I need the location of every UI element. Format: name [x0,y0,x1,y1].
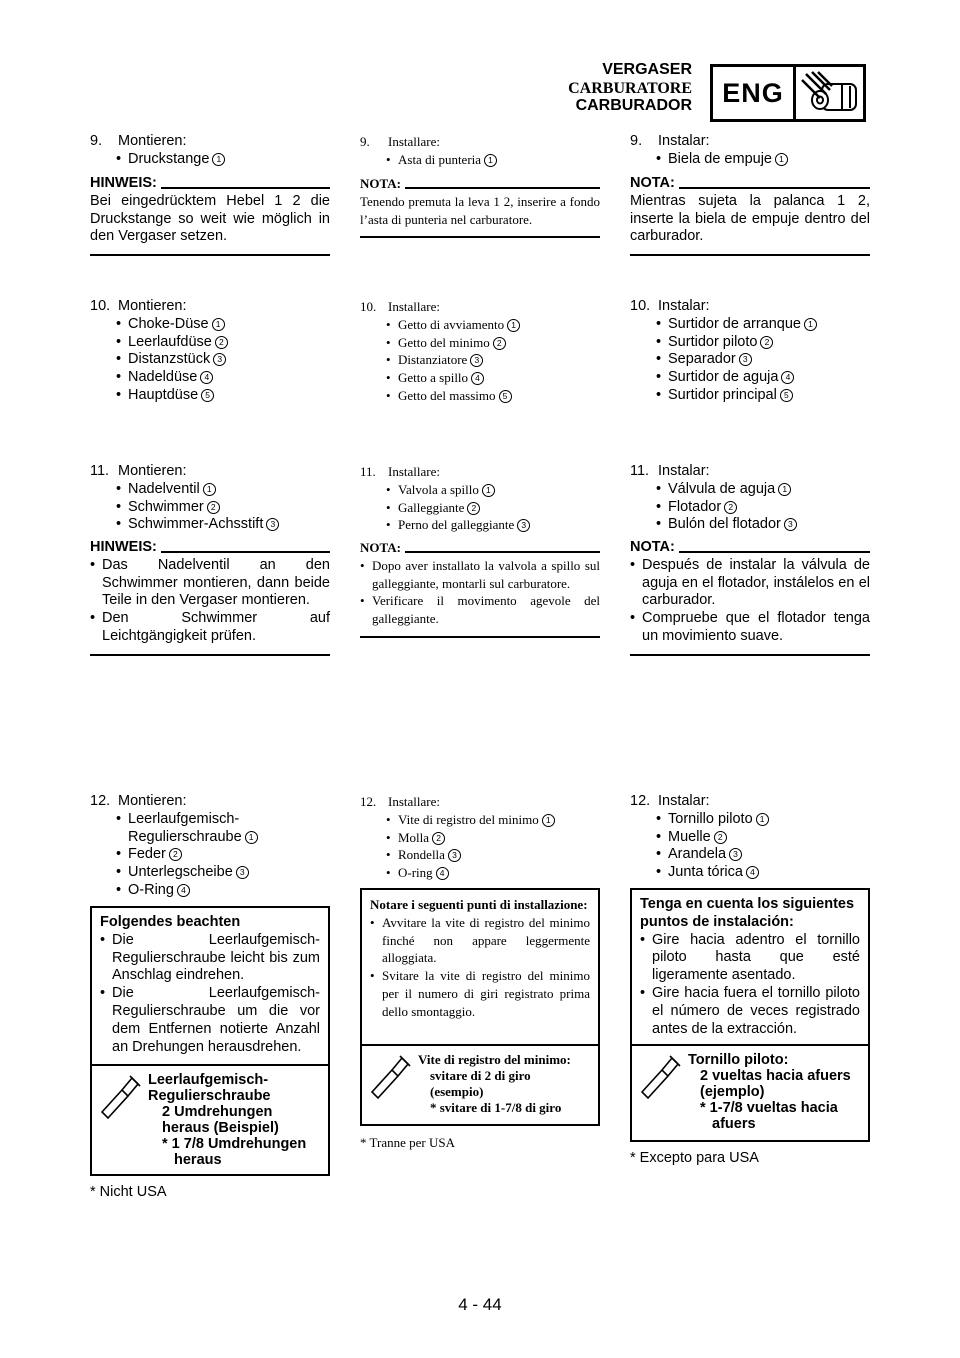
note-item: • Compruebe que el flotador tenga un movimiento suave. [630,610,870,646]
spec-label: Leerlaufgemisch- [148,1072,269,1088]
note-text: Bei eingedrücktem Hebel 1 2 die Druckstange so weit wie möglich in den Vergaser setzen. [90,192,330,245]
list-item: • Surtidor piloto 2 [630,334,870,352]
list-item: • Nadeldüse 4 [90,369,330,387]
note-block [90,539,330,656]
list-item: • Getto del massimo 5 [360,387,600,405]
note-item: • Verificare il movimento agevole del galleggiante. [360,592,600,628]
list-item: • Perno del galleggiante 3 [360,516,600,534]
box-item: • Gire hacia adentro el tornillo piloto hasta que esté ligeramente asentado. [640,932,860,985]
note-block [90,175,330,256]
note-block [360,539,600,638]
list-item: • Asta di punteria 1 [360,151,600,169]
list-item: • Schwimmer 2 [90,499,330,517]
list-item: • Flotador 2 [630,499,870,517]
spec-label: Vite di registro del minimo: [418,1052,571,1067]
note-heading: NOTA: [360,540,401,555]
step-number: 9. [90,133,103,149]
note-text: Tenendo premuta la leva 1 2, inserire a fondo l’asta di punteria nel carburatore. [360,193,600,227]
instruction-box [360,888,600,1126]
step-11: 11. Montieren: • Nadelventil 1 • Schwimmer 2 • Schwimmer-Achsstift 3 [90,463,330,534]
header-title-es: CARBURADOR [575,97,692,114]
list-item: • Válvula de aguja 1 [630,481,870,499]
list-item: • Rondella 3 [360,846,600,864]
box-item: • Svitare la vite di registro del minimo per il numero di giri registrato prima dello smontaggio. [370,967,590,1020]
note-heading: NOTA: [360,176,401,191]
list-item: • O-ring 4 [360,864,600,882]
step-10: 10. Instalar: • Surtidor de arranque 1 • Surtidor piloto 2 • Separador 3 • Surtidor de aguja 4 • Surtidor principal 5 [630,298,870,405]
screwdriver-icon [96,1072,148,1166]
note-block [630,539,870,656]
note-block [630,175,870,256]
instruction-box [630,888,870,1142]
footnote: * Nicht USA [90,1184,167,1200]
note-heading: HINWEIS: [90,539,157,555]
list-item: • Distanzstück 3 [90,351,330,369]
screwdriver-icon [636,1052,688,1132]
step-10: 10. Installare: • Getto di avviamento 1 • Getto del minimo 2 • Distanziatore 3 • Getto a spillo 4 • Getto del massimo 5 [360,298,600,405]
list-item: • Distanziatore 3 [360,351,600,369]
list-item: • Druckstange 1 [90,151,330,169]
header-title-it: CARBURATORE [568,80,692,97]
list-item: • O-Ring 4 [90,882,330,900]
step-11: 11. Installare: • Valvola a spillo 1 • Galleggiante 2 • Perno del galleggiante 3 [360,463,600,534]
step-11: 11. Instalar: • Válvula de aguja 1 • Flotador 2 • Bulón del flotador 3 [630,463,870,534]
list-item: • Vite di registro del minimo 1 [360,811,600,829]
note-block [360,175,600,238]
footnote: * Tranne per USA [360,1135,455,1150]
list-item: • Hauptdüse 5 [90,387,330,405]
instruction-box [90,906,330,1176]
list-item: • Separador 3 [630,351,870,369]
step-10: 10. Montieren: • Choke-Düse 1 • Leerlaufdüse 2 • Distanzstück 3 • Nadeldüse 4 • Hauptdüse 5 [90,298,330,405]
list-item: • Getto a spillo 4 [360,369,600,387]
header-title-de: VERGASER [602,61,692,78]
step-12: 12. Instalar: • Tornillo piloto 1 • Muelle 2 • Arandela 3 • Junta tórica 4 [630,793,870,882]
spec-value: * 1-7/8 vueltas hacia [700,1100,838,1116]
step-9 [90,133,330,169]
list-item: • Getto del minimo 2 [360,334,600,352]
list-item: • Feder 2 [90,846,330,864]
screwdriver-icon [366,1052,418,1116]
spec-value: 2 Umdrehungen [162,1104,273,1120]
list-item: • Biela de empuje 1 [630,151,870,169]
list-item: • Tornillo piloto 1 [630,811,870,829]
box-item: • Avvitare la vite di registro del minimo finché non appare leggermente alloggiata. [370,914,590,967]
box-item: • Die Leerlaufgemisch-Regulierschraube leicht bis zum Anschlag eindrehen. [100,932,320,985]
page-number: 4 - 44 [458,1295,502,1314]
spec-value: * 1 7/8 Umdrehungen [162,1136,307,1152]
step-12: 12. Installare: • Vite di registro del minimo 1 • Molla 2 • Rondella 3 • O-ring 4 [360,793,600,882]
step-12: 12. Montieren: • Leerlaufgemisch-Regulierschraube 1 • Feder 2 • Unterlegscheibe 3 • O-Ring 4 [90,793,330,900]
note-item: • Das Nadelventil an den Schwimmer montieren, dann beide Teile in den Vergaser montieren. [90,557,330,610]
list-item: • Muelle 2 [630,829,870,847]
note-heading: NOTA: [630,175,675,191]
step-title: Montieren: [118,133,187,149]
box-heading: Tenga en cuenta los siguientes puntos de instalación: [640,896,855,930]
carburetor-icon [796,67,863,119]
list-item: • Surtidor principal 5 [630,387,870,405]
list-item: • Surtidor de arranque 1 [630,316,870,334]
spec-value: (esempio) [430,1084,484,1099]
spec-value: * svitare di 1-7/8 di giro [430,1100,562,1115]
list-item: • Getto di avviamento 1 [360,316,600,334]
list-item: • Bulón del flotador 3 [630,516,870,534]
step-9: 9. Installare: • Asta di punteria 1 [360,133,600,169]
note-item: • Después de instalar la válvula de aguja en el flotador, instálelos en el carburador. [630,557,870,610]
note-heading: HINWEIS: [90,175,157,191]
list-item: • Leerlaufgemisch-Regulierschraube 1 [90,811,330,847]
list-item: • Schwimmer-Achsstift 3 [90,516,330,534]
spec-value: 2 vueltas hacia afuers [700,1068,851,1084]
box-item: • Gire hacia fuera el tornillo piloto el número de veces registrado antes de la extracción. [640,985,860,1038]
note-text: Mientras sujeta la palanca 1 2, inserte la biela de empuje dentro del carburador. [630,192,870,245]
box-heading: Folgendes beachten [100,914,241,930]
note-heading: NOTA: [630,539,675,555]
list-item: • Choke-Düse 1 [90,316,330,334]
list-item: • Unterlegscheibe 3 [90,864,330,882]
spec-value: (ejemplo) [700,1084,765,1100]
section-badge-label: ENG [713,67,796,119]
list-item: • Nadelventil 1 [90,481,330,499]
note-item: • Dopo aver installato la valvola a spillo sul galleggiante, montarli sul carburatore. [360,557,600,593]
footnote: * Excepto para USA [630,1150,759,1166]
list-item: • Galleggiante 2 [360,499,600,517]
spec-value: afuers [712,1116,756,1132]
spec-value: svitare di 2 di giro [430,1068,531,1083]
spec-value: heraus (Beispiel) [162,1120,279,1136]
list-item: • Surtidor de aguja 4 [630,369,870,387]
step-9: 9. Instalar: • Biela de empuje 1 [630,133,870,169]
spec-value: heraus [174,1152,222,1168]
list-item: • Arandela 3 [630,846,870,864]
list-item: • Junta tórica 4 [630,864,870,882]
spec-label: Regulierschraube [148,1088,271,1104]
box-heading: Notare i seguenti punti di installazione: [370,897,588,912]
note-item: • Den Schwimmer auf Leichtgängigkeit prüfen. [90,610,330,646]
list-item: • Leerlaufdüse 2 [90,334,330,352]
box-item: • Die Leerlaufgemisch-Regulierschraube um die vor dem Entfernen notierte Anzahl an Drehungen herausdrehen. [100,985,320,1056]
spec-label: Tornillo piloto: [688,1052,789,1068]
list-item: • Molla 2 [360,829,600,847]
section-badge [710,64,866,122]
list-item: • Valvola a spillo 1 [360,481,600,499]
